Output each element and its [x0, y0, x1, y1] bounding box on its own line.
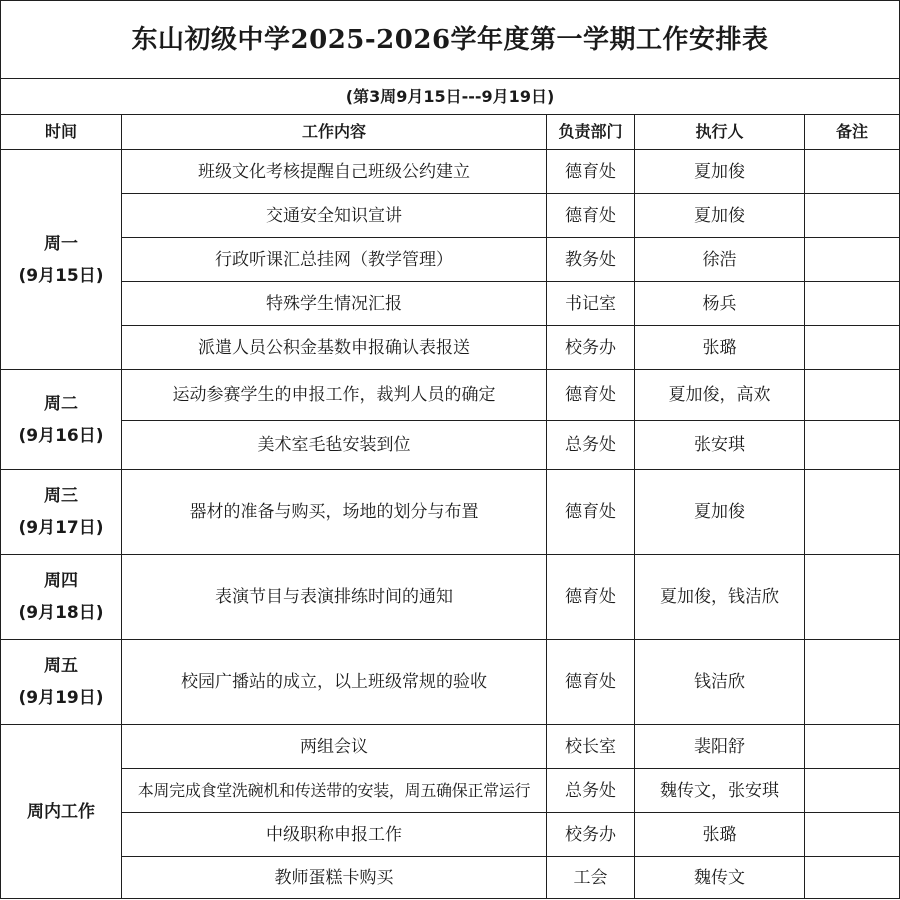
- header-dept: 负责部门: [547, 115, 635, 150]
- task-dept: 总务处: [547, 421, 635, 470]
- task-executor: 张璐: [635, 813, 805, 857]
- task-executor: 夏加俊，钱洁欣: [635, 555, 805, 640]
- task-dept: 德育处: [547, 640, 635, 725]
- task-executor: 夏加俊: [635, 470, 805, 555]
- task-note: [805, 470, 900, 555]
- day-cell-tuesday: [1, 370, 122, 470]
- task-note: [805, 326, 900, 370]
- day-name: 周二: [44, 393, 78, 414]
- day-cell-friday: [1, 640, 122, 725]
- task-note: [805, 238, 900, 282]
- task-content: 行政听课汇总挂网（教学管理）: [122, 238, 547, 282]
- task-content: 表演节目与表演排练时间的通知: [122, 555, 547, 640]
- header-row: [1, 115, 900, 150]
- task-dept: 书记室: [547, 282, 635, 326]
- header-content: 工作内容: [122, 115, 547, 150]
- task-note: [805, 769, 900, 813]
- task-content: 运动参赛学生的申报工作，裁判人员的确定: [122, 370, 547, 421]
- task-dept: 德育处: [547, 370, 635, 421]
- day-cell-thursday: [1, 555, 122, 640]
- day-cell-monday: [1, 150, 122, 370]
- task-content: 中级职称申报工作: [122, 813, 547, 857]
- task-content: 特殊学生情况汇报: [122, 282, 547, 326]
- task-content: 校园广播站的成立，以上班级常规的验收: [122, 640, 547, 725]
- task-note: [805, 725, 900, 769]
- day-date: (9月19日): [18, 688, 104, 708]
- page-title: 东山初级中学2025-2026学年度第一学期工作安排表: [1, 1, 900, 79]
- task-executor: 夏加俊: [635, 150, 805, 194]
- day-name: 周一: [44, 233, 78, 254]
- task-dept: 总务处: [547, 769, 635, 813]
- task-content: 教师蛋糕卡购买: [122, 857, 547, 899]
- task-content: 两组会议: [122, 725, 547, 769]
- task-note: [805, 640, 900, 725]
- task-note: [805, 555, 900, 640]
- table-row: [1, 238, 900, 282]
- day-cell-wednesday: [1, 470, 122, 555]
- table-row: [1, 555, 900, 640]
- task-executor: 张安琪: [635, 421, 805, 470]
- week-range: (第3周9月15日---9月19日): [1, 79, 900, 115]
- task-executor: 张璐: [635, 326, 805, 370]
- table-row: [1, 725, 900, 769]
- task-content: 派遣人员公积金基数申报确认表报送: [122, 326, 547, 370]
- task-executor: 裴阳舒: [635, 725, 805, 769]
- day-cell-weekly: [1, 725, 122, 899]
- task-content: 器材的准备与购买，场地的划分与布置: [122, 470, 547, 555]
- task-executor: 徐浩: [635, 238, 805, 282]
- table-row: [1, 640, 900, 725]
- task-dept: 校务办: [547, 326, 635, 370]
- day-date: (9月15日): [18, 265, 104, 286]
- day-date: (9月18日): [18, 603, 104, 623]
- task-dept: 德育处: [547, 150, 635, 194]
- table-row: [1, 769, 900, 813]
- task-executor: 钱洁欣: [635, 640, 805, 725]
- table-row: [1, 150, 900, 194]
- task-content: 交通安全知识宣讲: [122, 194, 547, 238]
- week-row: [1, 79, 900, 115]
- task-note: [805, 194, 900, 238]
- task-note: [805, 813, 900, 857]
- task-note: [805, 150, 900, 194]
- task-dept: 教务处: [547, 238, 635, 282]
- task-note: [805, 370, 900, 421]
- day-name: 周五: [44, 656, 78, 676]
- header-executor: 执行人: [635, 115, 805, 150]
- task-dept: 德育处: [547, 555, 635, 640]
- task-dept: 工会: [547, 857, 635, 899]
- task-content: 班级文化考核提醒自己班级公约建立: [122, 150, 547, 194]
- task-executor: 夏加俊: [635, 194, 805, 238]
- header-time: 时间: [1, 115, 122, 150]
- task-content: 美术室毛毡安装到位: [122, 421, 547, 470]
- day-name: 周内工作: [27, 801, 95, 822]
- task-dept: 校务办: [547, 813, 635, 857]
- task-executor: 杨兵: [635, 282, 805, 326]
- table-row: [1, 421, 900, 470]
- day-date: (9月16日): [18, 425, 104, 446]
- day-name: 周三: [44, 486, 78, 506]
- table-row: [1, 857, 900, 899]
- task-executor: 魏传文，张安琪: [635, 769, 805, 813]
- table-row: [1, 470, 900, 555]
- task-note: [805, 282, 900, 326]
- table-row: [1, 370, 900, 421]
- header-note: 备注: [805, 115, 900, 150]
- task-executor: 魏传文: [635, 857, 805, 899]
- day-name: 周四: [44, 571, 78, 591]
- task-executor: 夏加俊，高欢: [635, 370, 805, 421]
- task-note: [805, 421, 900, 470]
- table-row: [1, 282, 900, 326]
- table-row: [1, 326, 900, 370]
- day-date: (9月17日): [18, 518, 104, 538]
- title-row: [1, 1, 900, 79]
- task-note: [805, 857, 900, 899]
- table-row: [1, 813, 900, 857]
- task-content: 本周完成食堂洗碗机和传送带的安装，周五确保正常运行: [122, 769, 547, 813]
- table-row: [1, 194, 900, 238]
- task-dept: 校长室: [547, 725, 635, 769]
- task-dept: 德育处: [547, 470, 635, 555]
- task-dept: 德育处: [547, 194, 635, 238]
